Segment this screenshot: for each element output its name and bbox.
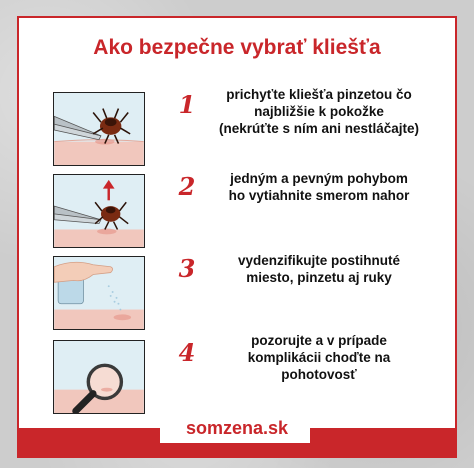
step-1-number: 1 xyxy=(178,90,196,119)
step-3-text: vydenzifikujte postihnuté miesto, pinzetu aj ruky xyxy=(237,253,400,285)
infographic-card xyxy=(17,16,457,458)
step-2-image xyxy=(53,174,145,248)
spray-disinfect-icon xyxy=(54,257,144,329)
step-1-text: prichyťte kliešťa pinzetou čo najbližšie k pokožke (nekrúťte s ním ani nestláčajte) xyxy=(218,87,420,136)
step-2-text: jedným a pevným pohybom ho vytiahnite smerom nahor xyxy=(228,171,410,203)
pull-up-arrow-icon xyxy=(54,175,144,247)
step-3-number: 3 xyxy=(178,254,196,283)
footer-brand: somzena.sk xyxy=(185,418,289,438)
step-4-image xyxy=(53,340,145,414)
magnifier-icon xyxy=(54,341,144,413)
step-2-number: 2 xyxy=(178,172,196,201)
step-4-number: 4 xyxy=(178,338,196,367)
tweezers-tick-icon xyxy=(54,93,144,165)
page-title: Ako bezpečne vybrať kliešťa xyxy=(93,36,381,59)
step-4-text: pozorujte a v prípade komplikácii choďte na pohotovosť xyxy=(247,333,391,382)
step-3-image xyxy=(53,256,145,330)
step-1-image xyxy=(53,92,145,166)
